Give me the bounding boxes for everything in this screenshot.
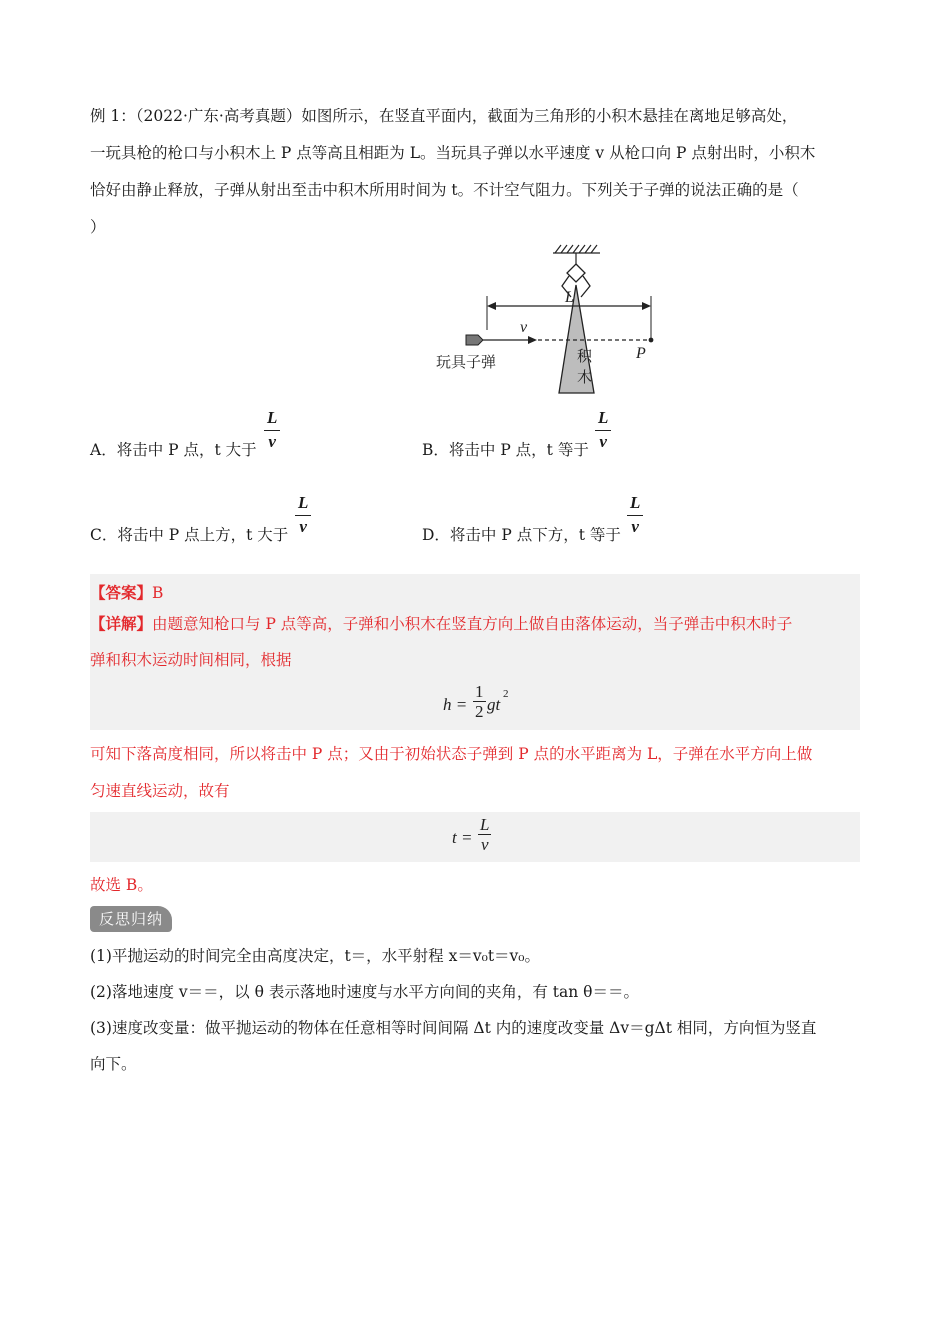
option-d-text: D．将击中 P 点下方，t 等于 (422, 526, 621, 544)
formula1-fraction (473, 682, 486, 722)
block-label-1: 积 (577, 347, 593, 365)
option-a[interactable] (90, 408, 390, 468)
arrow-left-head (487, 302, 496, 310)
answer-value: B (152, 584, 164, 602)
conclusion: 故选 B。 (90, 876, 153, 894)
formula-time (452, 815, 512, 859)
formula1-exp: 2 (503, 688, 509, 700)
option-c-fraction (295, 493, 311, 538)
detail-text-1: 由题意知枪口与 P 点等高，子弹和小积木在竖直方向上做自由落体运动，当子弹击中积木时子 (152, 615, 793, 633)
formula-box (90, 812, 860, 862)
question-stem (90, 98, 860, 246)
label-P: P (636, 345, 646, 362)
option-a-num: L (264, 408, 280, 431)
option-a-fraction (264, 408, 280, 453)
formula1-lhs: h = (443, 695, 468, 714)
reflection-badge: 反思归纳 (90, 906, 172, 932)
formula1-den: 2 (475, 702, 484, 721)
detail-line-1 (90, 605, 860, 643)
formula1-rhs: gt (487, 695, 501, 714)
option-c-den: v (299, 517, 307, 536)
option-a-den: v (268, 432, 276, 451)
point-P (649, 338, 654, 343)
formula-free-fall (443, 682, 523, 726)
bullet-label: 玩具子弹 (436, 353, 497, 371)
option-d-num: L (627, 493, 643, 516)
reflection-item-3-line-2: 向下。 (90, 1055, 137, 1073)
figure-diagram (340, 240, 646, 400)
label-L: L (565, 289, 574, 306)
reflection-item-3-line-1: (3)速度改变量：做平抛运动的物体在任意相等时间间隔 Δt 内的速度改变量 Δv＝gΔt 相同，方向恒为竖直 (90, 1019, 817, 1037)
question-line-4: ） (90, 218, 106, 236)
option-c-num: L (295, 493, 311, 516)
formula2-lhs: t = (452, 828, 473, 847)
option-b-fraction (595, 408, 611, 453)
option-d-fraction (627, 493, 643, 538)
option-b[interactable] (422, 408, 722, 468)
answer-tag: 【答案】 (90, 583, 153, 602)
option-b-text: B．将击中 P 点，t 等于 (422, 441, 589, 459)
physics-figure (340, 240, 646, 400)
reflection-item-2: (2)落地速度 v＝＝，以 θ 表示落地时速度与水平方向间的夹角，有 tan θ＝＝。 (90, 983, 639, 1001)
formula1-num: 1 (475, 682, 484, 701)
detail-line-2: 弹和积木运动时间相同，根据 (90, 651, 292, 669)
formula2-num: L (480, 815, 490, 834)
velocity-arrow-head (528, 336, 537, 344)
detail-line-3: 可知下落高度相同，所以将击中 P 点；又由于初始状态子弹到 P 点的水平距离为 L，子弹在水平方向上做 (90, 745, 813, 763)
bullet-icon (466, 335, 483, 345)
ceiling-icon (553, 245, 600, 264)
reflection-item-1: (1)平抛运动的时间完全由高度决定，t＝，水平射程 x＝v₀t＝v₀。 (90, 947, 541, 965)
option-a-text: A．将击中 P 点，t 大于 (90, 441, 257, 459)
option-d-den: v (631, 517, 639, 536)
label-v: v (520, 319, 528, 336)
formula2-fraction (478, 815, 491, 855)
option-b-den: v (599, 432, 607, 451)
option-c-text: C．将击中 P 点上方，t 大于 (90, 526, 289, 544)
block-label-2: 木 (577, 368, 593, 386)
option-c[interactable] (90, 493, 390, 553)
formula2-den: v (480, 835, 489, 854)
option-d[interactable] (422, 493, 722, 553)
question-line-3: 恰好由静止释放，子弹从射出至击中积木所用时间为 t。不计空气阻力。下列关于子弹的说法正确的是（ (90, 181, 799, 199)
question-line-1: 例 1：（2022·广东·高考真题）如图所示，在竖直平面内，截面为三角形的小积木悬挂在离地足够高处， (90, 107, 798, 125)
question-line-2: 一玩具枪的枪口与小积木上 P 点等高且相距为 L。当玩具子弹以水平速度 v 从枪口向 P 点射出时，小积木 (90, 144, 816, 162)
option-b-num: L (595, 408, 611, 431)
detail-tag: 【详解】 (90, 614, 153, 633)
detail-line-4: 匀速直线运动，故有 (90, 782, 230, 800)
arrow-right-head (642, 302, 651, 310)
answer-box (90, 574, 860, 730)
